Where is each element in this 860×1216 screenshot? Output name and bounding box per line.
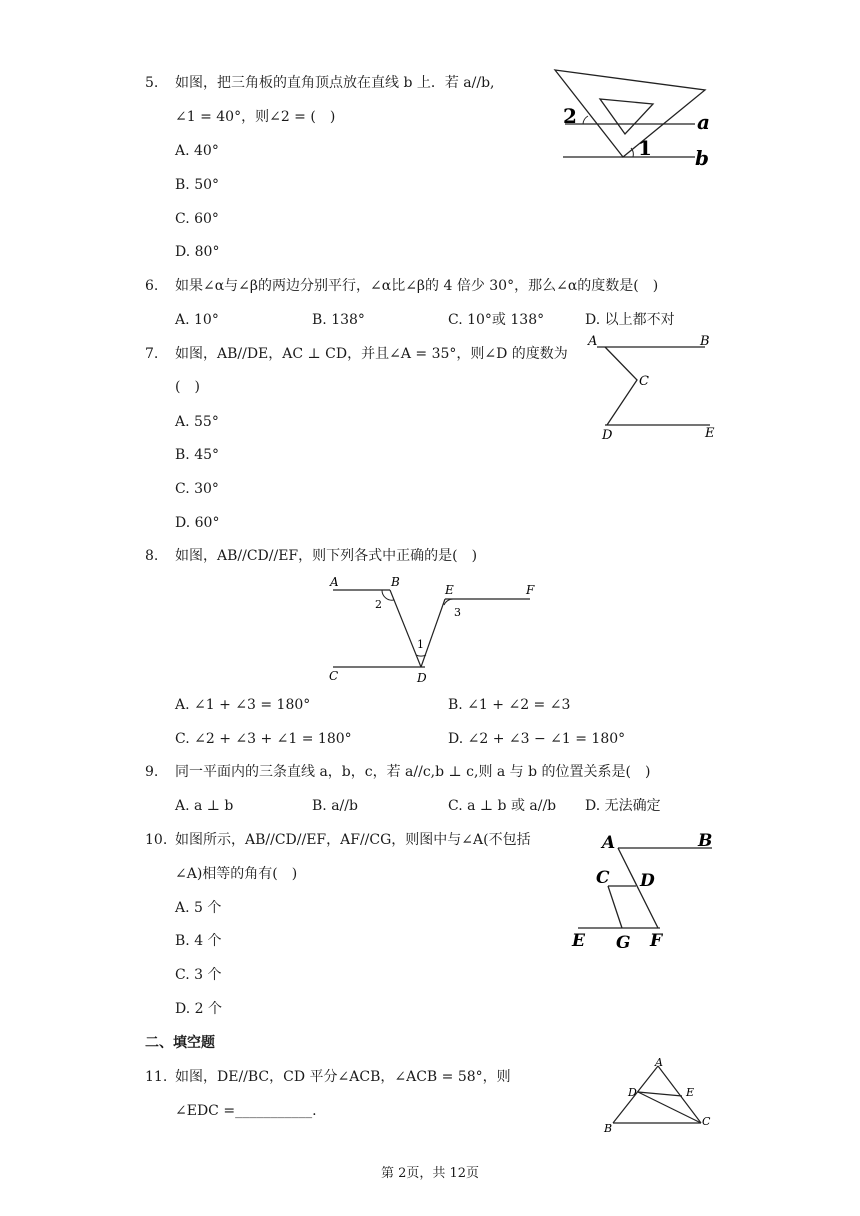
q7-option-c[interactable]: C. 30° — [175, 481, 219, 497]
q5-option-b[interactable]: B. 50° — [175, 177, 220, 193]
q8-label-f: F — [526, 583, 535, 597]
q7-label-b: B — [700, 334, 710, 349]
q6-option-b[interactable]: B. 138° — [312, 312, 365, 328]
q11-number: 11. — [145, 1069, 168, 1085]
q8-option-b[interactable]: B. ∠1 + ∠2 = ∠3 — [448, 697, 571, 713]
q10-label-d: D — [640, 871, 655, 891]
q9-stem-line1: 同一平面内的三条直线 a，b，c，若 a//c,b ⊥ c,则 a 与 b 的位置关系是( ) — [175, 764, 651, 780]
q5-option-d[interactable]: D. 80° — [175, 244, 220, 260]
q7-option-b[interactable]: B. 45° — [175, 447, 220, 463]
q10-label-a: A — [602, 833, 616, 853]
q10-stem-line1: 如图所示，AB//CD//EF，AF//CG，则图中与∠A(不包括 — [175, 832, 531, 848]
q8-label-2: 2 — [375, 598, 382, 611]
q5-option-c[interactable]: C. 60° — [175, 211, 219, 227]
q7-stem-line2: ( ) — [175, 379, 200, 395]
q9-option-c[interactable]: C. a ⊥ b 或 a//b — [448, 798, 557, 814]
q7-option-d[interactable]: D. 60° — [175, 515, 220, 531]
q9-option-a[interactable]: A. a ⊥ b — [175, 798, 234, 814]
q10-label-e: E — [572, 931, 585, 951]
q7-label-c: C — [639, 374, 649, 389]
q7-figure — [585, 332, 725, 442]
q11-label-c: C — [702, 1115, 711, 1128]
q8-option-c[interactable]: C. ∠2 + ∠3 + ∠1 = 180° — [175, 731, 352, 747]
q5-option-a[interactable]: A. 40° — [175, 143, 219, 159]
q7-number: 7. — [145, 346, 159, 362]
page-footer: 第 2页，共 12页 — [380, 1166, 480, 1181]
q8-option-a[interactable]: A. ∠1 + ∠3 = 180° — [175, 697, 311, 713]
q11-figure — [598, 1054, 718, 1134]
q10-label-g: G — [616, 933, 631, 953]
q9-option-d[interactable]: D. 无法确定 — [585, 798, 661, 814]
q11-label-a: A — [655, 1056, 663, 1069]
q11-label-b: B — [604, 1122, 613, 1135]
q5-figure — [555, 62, 715, 172]
q8-label-a: A — [330, 575, 339, 589]
q7-label-d: D — [602, 428, 613, 443]
q5-stem-line1: 如图，把三角板的直角顶点放在直线 b 上．若 a//b, — [175, 75, 495, 91]
q9-number: 9. — [145, 764, 159, 780]
q5-label-2: 2 — [563, 104, 577, 128]
q6-stem-line1: 如果∠α与∠β的两边分别平行，∠α比∠β的 4 倍少 30°，那么∠α的度数是( ) — [175, 278, 659, 294]
q7-stem-line1: 如图，AB//DE，AC ⊥ CD，并且∠A = 35°，则∠D 的度数为 — [175, 346, 568, 362]
q5-label-a: a — [697, 110, 710, 134]
q5-stem-line2: ∠1 = 40°，则∠2 = ( ) — [175, 109, 336, 125]
q10-label-b: B — [698, 831, 713, 851]
q9-option-b[interactable]: B. a//b — [312, 798, 358, 814]
q8-figure — [325, 575, 545, 685]
q8-option-d[interactable]: D. ∠2 + ∠3 − ∠1 = 180° — [448, 731, 626, 747]
q10-figure — [570, 828, 720, 953]
q10-option-b[interactable]: B. 4 个 — [175, 933, 222, 949]
q8-label-e: E — [445, 583, 454, 597]
q8-label-3: 3 — [454, 606, 461, 619]
section-title: 二、填空题 — [145, 1035, 215, 1051]
q8-label-c: C — [329, 669, 339, 683]
q5-number: 5. — [145, 75, 159, 91]
q7-option-a[interactable]: A. 55° — [175, 414, 219, 430]
q6-option-d[interactable]: D. 以上都不对 — [585, 312, 675, 328]
q10-option-c[interactable]: C. 3 个 — [175, 967, 222, 983]
q8-stem-line1: 如图，AB//CD//EF，则下列各式中正确的是( ) — [175, 548, 478, 564]
q11-label-e: E — [686, 1086, 695, 1099]
q10-stem-line2: ∠A)相等的角有( ) — [175, 866, 298, 882]
q10-number: 10. — [145, 832, 168, 848]
q7-label-e: E — [705, 426, 715, 441]
q8-label-b: B — [391, 575, 400, 589]
q7-label-a: A — [588, 334, 598, 349]
q6-option-a[interactable]: A. 10° — [175, 312, 219, 328]
q10-option-d[interactable]: D. 2 个 — [175, 1001, 222, 1017]
q10-label-f: F — [650, 931, 663, 951]
q6-option-c[interactable]: C. 10°或 138° — [448, 312, 545, 328]
q6-number: 6. — [145, 278, 159, 294]
q5-label-b: b — [695, 146, 709, 170]
q8-label-1: 1 — [417, 638, 424, 651]
q8-label-d: D — [417, 671, 427, 685]
q10-label-c: C — [596, 868, 610, 888]
q11-label-d: D — [628, 1086, 637, 1099]
q10-option-a[interactable]: A. 5 个 — [175, 900, 222, 916]
q11-stem-line2: ∠EDC =___________. — [175, 1103, 317, 1119]
q8-number: 8. — [145, 548, 159, 564]
q5-label-1: 1 — [638, 136, 652, 160]
q11-stem-line1: 如图，DE//BC，CD 平分∠ACB，∠ACB = 58°，则 — [175, 1069, 511, 1085]
